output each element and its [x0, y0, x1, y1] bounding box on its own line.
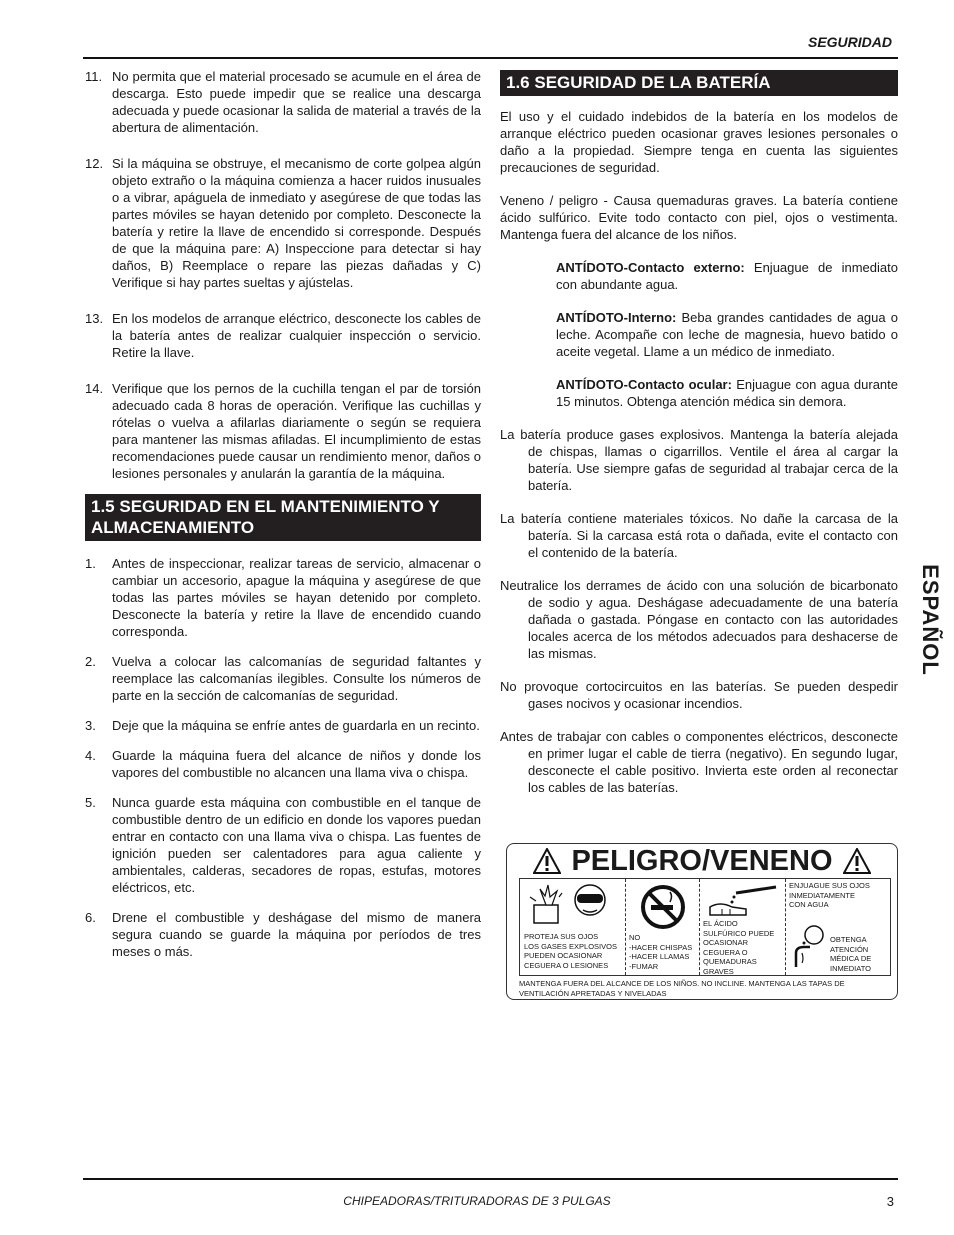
acid-burn-hand-icon — [706, 883, 780, 919]
panel-text: EL ÁCIDO SULFÚRICO PUEDE OCASIONAR CEGUERA O QUEMADURAS GRAVES — [703, 919, 775, 976]
antidote-text: Enjuague con agua durante 15 minutos. Obtenga atención médica sin demora. — [556, 377, 898, 409]
antidote-text: Beba grandes cantidades de agua o leche. Acompañe con leche de magnesia, huevo batido o aceite vegetal. Llame a un médico de inmediato. — [556, 310, 898, 359]
list-item — [85, 68, 481, 136]
item-text: Deje que la máquina se enfríe antes de guardarla en un recinto. — [112, 718, 480, 733]
header-rule — [83, 57, 898, 59]
no-smoking-icon — [640, 884, 686, 930]
eye-wash-icon — [790, 923, 828, 969]
panel-text: NO -HACER CHISPAS -HACER LLAMAS -FUMAR — [629, 933, 693, 971]
language-tab: ESPAÑOL — [918, 564, 943, 676]
item-number: 11. — [85, 69, 103, 84]
list-item — [85, 717, 481, 734]
antidote-text: Enjuague de inmediato con abundante agua. — [556, 260, 898, 292]
page-number: 3 — [886, 1194, 894, 1209]
warning-triangle-icon — [533, 848, 561, 874]
warning-triangle-icon — [843, 848, 871, 874]
safety-goggles-face-icon — [570, 882, 610, 918]
panel-text: OBTENGA ATENCIÓN MÉDICA DE INMEDIATO — [830, 935, 872, 973]
poison-warning: Veneno / peligro - Causa quemaduras graves. La batería contiene ácido sulfúrico. Evite todo contacto con piel, ojos o vestimenta. Mantenga fuera del alcance de los niños. — [500, 193, 898, 242]
item-text: Vuelva a colocar las calcomanías de seguridad faltantes y reemplace las calcomanías ilegibles. Consulte los números de parte en la sección de calcomanías de seguridad. — [112, 654, 481, 703]
footer-title: CHIPEADORAS/TRITURADORAS DE 3 PULGAS — [343, 1194, 611, 1208]
item-number: 1. — [85, 556, 96, 571]
item-text: Antes de inspeccionar, realizar tareas de servicio, almacenar o cambiar un accesorio, apague la máquina y asegúrese de que todas las partes móviles se hayan detenido por completo. Desconecte la batería y retire la llave de encendido cuando corresponda. — [112, 556, 481, 639]
list-item — [85, 909, 481, 960]
right-column — [500, 68, 898, 796]
panel-acid-warning — [700, 879, 786, 975]
antidote-label: ANTÍDOTO-Contacto ocular: — [556, 377, 732, 392]
list-item — [85, 747, 481, 781]
danger-poison-label — [506, 843, 898, 1000]
item-text: Verifique que los pernos de la cuchilla tengan el par de torsión adecuado cada 8 horas de operación. Verifique las cuchillas y rótelas o vuelva a afilarlas diariamente o según se requiera para mantener las mismas afiladas. El incumplimiento de estas recomendaciones puede causar un rendimiento menor, daños o lesiones personales y anularán la garantía de la máquina. — [112, 381, 481, 481]
list-item — [85, 555, 481, 640]
item-text: Drene el combustible y deshágase del mismo de manera segura cuando se guarde la máquina por períodos de tres meses o más. — [112, 910, 481, 959]
label-bottom-text: MANTENGA FUERA DEL ALCANCE DE LOS NIÑOS. NO INCLINE. MANTENGA LAS TAPAS DE VENTILACIÓN APRETADAS Y NIVELADAS — [519, 979, 845, 998]
antidote-label: ANTÍDOTO-Contacto externo: — [556, 260, 745, 275]
list-item — [85, 310, 481, 361]
item-number: 14. — [85, 381, 104, 396]
item-number: 13. — [85, 311, 104, 326]
list-item — [85, 653, 481, 704]
list-item — [85, 155, 481, 291]
section-heading-battery: 1.6 SEGURIDAD DE LA BATERÍA — [500, 70, 898, 96]
item-number: 12. — [85, 156, 104, 171]
item-number: 2. — [85, 654, 96, 669]
left-column — [85, 68, 481, 960]
label-title: PELIGRO/VENENO — [571, 844, 833, 877]
list-item — [85, 794, 481, 896]
battery-paragraph: No provoque cortocircuitos en las baterías. Se pueden despedir gases nocivos y ocasionar incendios. — [500, 679, 898, 711]
antidote-ocular — [500, 376, 898, 410]
item-number: 4. — [85, 748, 96, 763]
section-heading-maintenance: 1.5 SEGURIDAD EN EL MANTENIMIENTO Y ALMACENAMIENTO — [85, 494, 481, 541]
item-number: 5. — [85, 795, 96, 810]
item-text: No permita que el material procesado se acumule en el área de descarga. Esto puede impedir que se realice una descarga adecuada y puede ocasionar la salida de material a través de la abertura de alimentación. — [112, 69, 481, 135]
header-section-title: SEGURIDAD — [807, 34, 892, 50]
label-title-row — [507, 844, 897, 878]
battery-paragraph: La batería contiene materiales tóxicos. No dañe la carcasa de la batería. Si la carcasa está rota o dañada, evite el contacto con el contenido de la batería. — [500, 511, 898, 560]
battery-paragraph: La batería produce gases explosivos. Mantenga la batería alejada de chispas, llamas o cigarrillos. Ventile el área al cargar la batería. Use siempre gafas de seguridad al trabajar cerca de la batería. — [500, 427, 898, 493]
item-number: 3. — [85, 718, 96, 733]
footer-rule — [83, 1178, 898, 1180]
antidote-label: ANTÍDOTO-Interno: — [556, 310, 677, 325]
panel-eye-protection — [520, 879, 626, 975]
panel-no-flames — [626, 879, 700, 975]
item-text: En los modelos de arranque eléctrico, desconecte los cables de la batería antes de realizar cualquier inspección o servicio. Retire la llave. — [112, 311, 481, 360]
panel-text: PROTEJA SUS OJOS LOS GASES EXPLOSIVOS PUEDEN OCASIONAR CEGUERA O LESIONES — [524, 932, 617, 970]
battery-paragraph: Neutralice los derrames de ácido con una solución de bicarbonato de sodio y agua. Deshágase adecuadamente de una batería dañada o gastada. Póngase en contacto con las autoridades locales acerca de los métodos adecuados para deshacerse de las mismas. — [500, 578, 898, 661]
item-text: Nunca guarde esta máquina con combustible en el tanque de combustible dentro de un edificio en donde los vapores puedan entrar en contacto con una llama viva o chispa. Las fuentes de ignición pueden ser calentadores para agua caliente y ambientales, calderas, secadores de ropas, estufas, motores eléctricos, etc. — [112, 795, 481, 895]
battery-paragraph: Antes de trabajar con cables o componentes eléctricos, desconecte en primer lugar el cable de tierra (negativo). En segundo lugar, desconecte el cable positivo. Invierta este orden al reconectar los cables de las baterías. — [500, 729, 898, 795]
battery-intro: El uso y el cuidado indebidos de la batería en los modelos de arranque eléctrico pueden ocasionar graves lesiones personales o daño a la propiedad. Siempre tenga en cuenta las siguientes precauciones de seguridad. — [500, 109, 898, 175]
antidote-external — [500, 259, 898, 293]
explosion-icon — [526, 883, 564, 925]
panel-first-aid — [786, 879, 890, 975]
antidote-internal — [500, 309, 898, 360]
item-text: Si la máquina se obstruye, el mecanismo de corte golpea algún objeto extraño o la máquina comienza a hacer ruidos inusuales o a vibrar, apáguela de inmediato y asegúrese de que todas las partes móviles se hayan detenido por completo. Desconecte la batería y retire la llave de encendido si corresponde. Después de que la máquina pare: A) Inspeccione para detectar si hay daños, B) Reemplace o repare las piezas dañadas y C) Verifique si hay partes sueltas y ajústelas. — [112, 156, 481, 290]
list-item — [85, 380, 481, 482]
item-text: Guarde la máquina fuera del alcance de niños y donde los vapores del combustible no alcancen una llama viva o chispa. — [112, 748, 481, 780]
label-panels — [519, 878, 891, 976]
item-number: 6. — [85, 910, 96, 925]
panel-text: ENJUAGUE SUS OJOS INMEDIATAMENTE CON AGUA — [789, 881, 870, 909]
